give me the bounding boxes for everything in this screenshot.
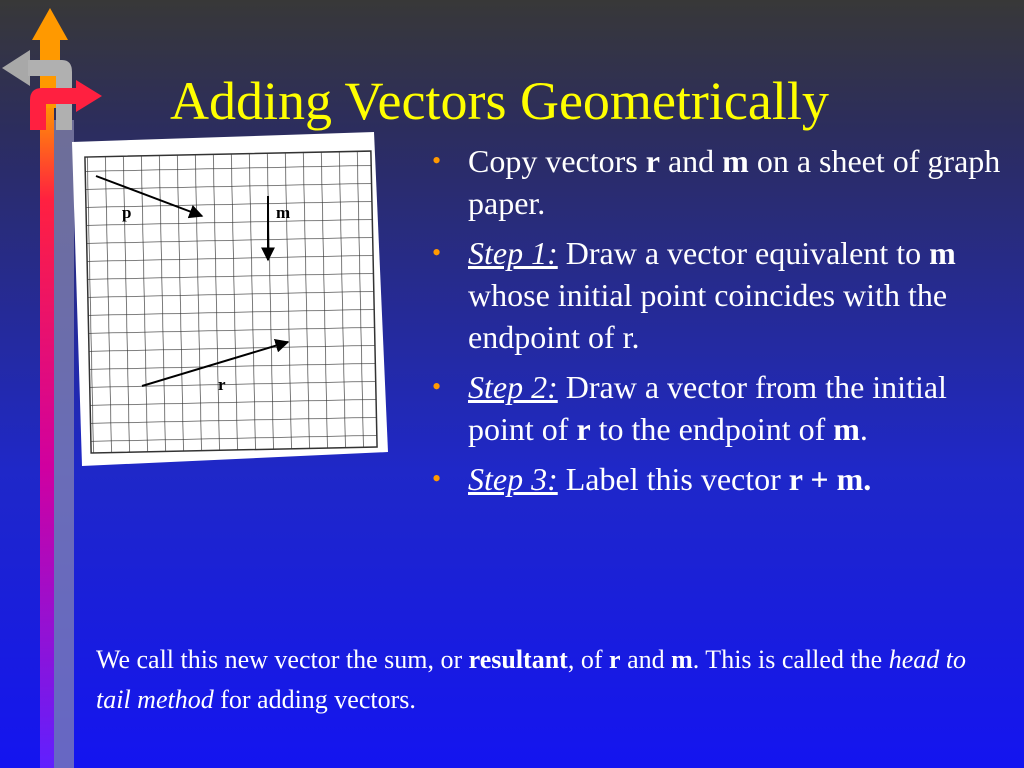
corner-arrows-icon	[0, 0, 110, 140]
step-label: Step 2:	[468, 369, 558, 405]
bullet-item: • Step 3: Label this vector r + m.	[428, 458, 1008, 500]
step-label: Step 1:	[468, 235, 558, 271]
slide-title: Adding Vectors Geometrically	[170, 71, 829, 131]
graph-paper-figure	[72, 132, 388, 466]
label-p: p	[122, 203, 132, 222]
bullet-list	[428, 140, 1008, 508]
step-label: Step 3:	[468, 461, 558, 497]
bullet-item: • Step 2: Draw a vector from the initial point of r to the endpoint of m.	[428, 366, 1008, 450]
bullet-item: • Step 1: Draw a vector equivalent to m whose initial point coincides with the endpoint of r.	[428, 232, 1008, 358]
label-m: m	[276, 203, 291, 222]
footer-text: We call this new vector the sum, or resultant, of r and m. This is called the head to tail method for adding vectors.	[96, 645, 966, 714]
bullet-item: • Copy vectors r and m on a sheet of graph paper.	[428, 140, 1008, 224]
label-r: r	[218, 375, 226, 394]
